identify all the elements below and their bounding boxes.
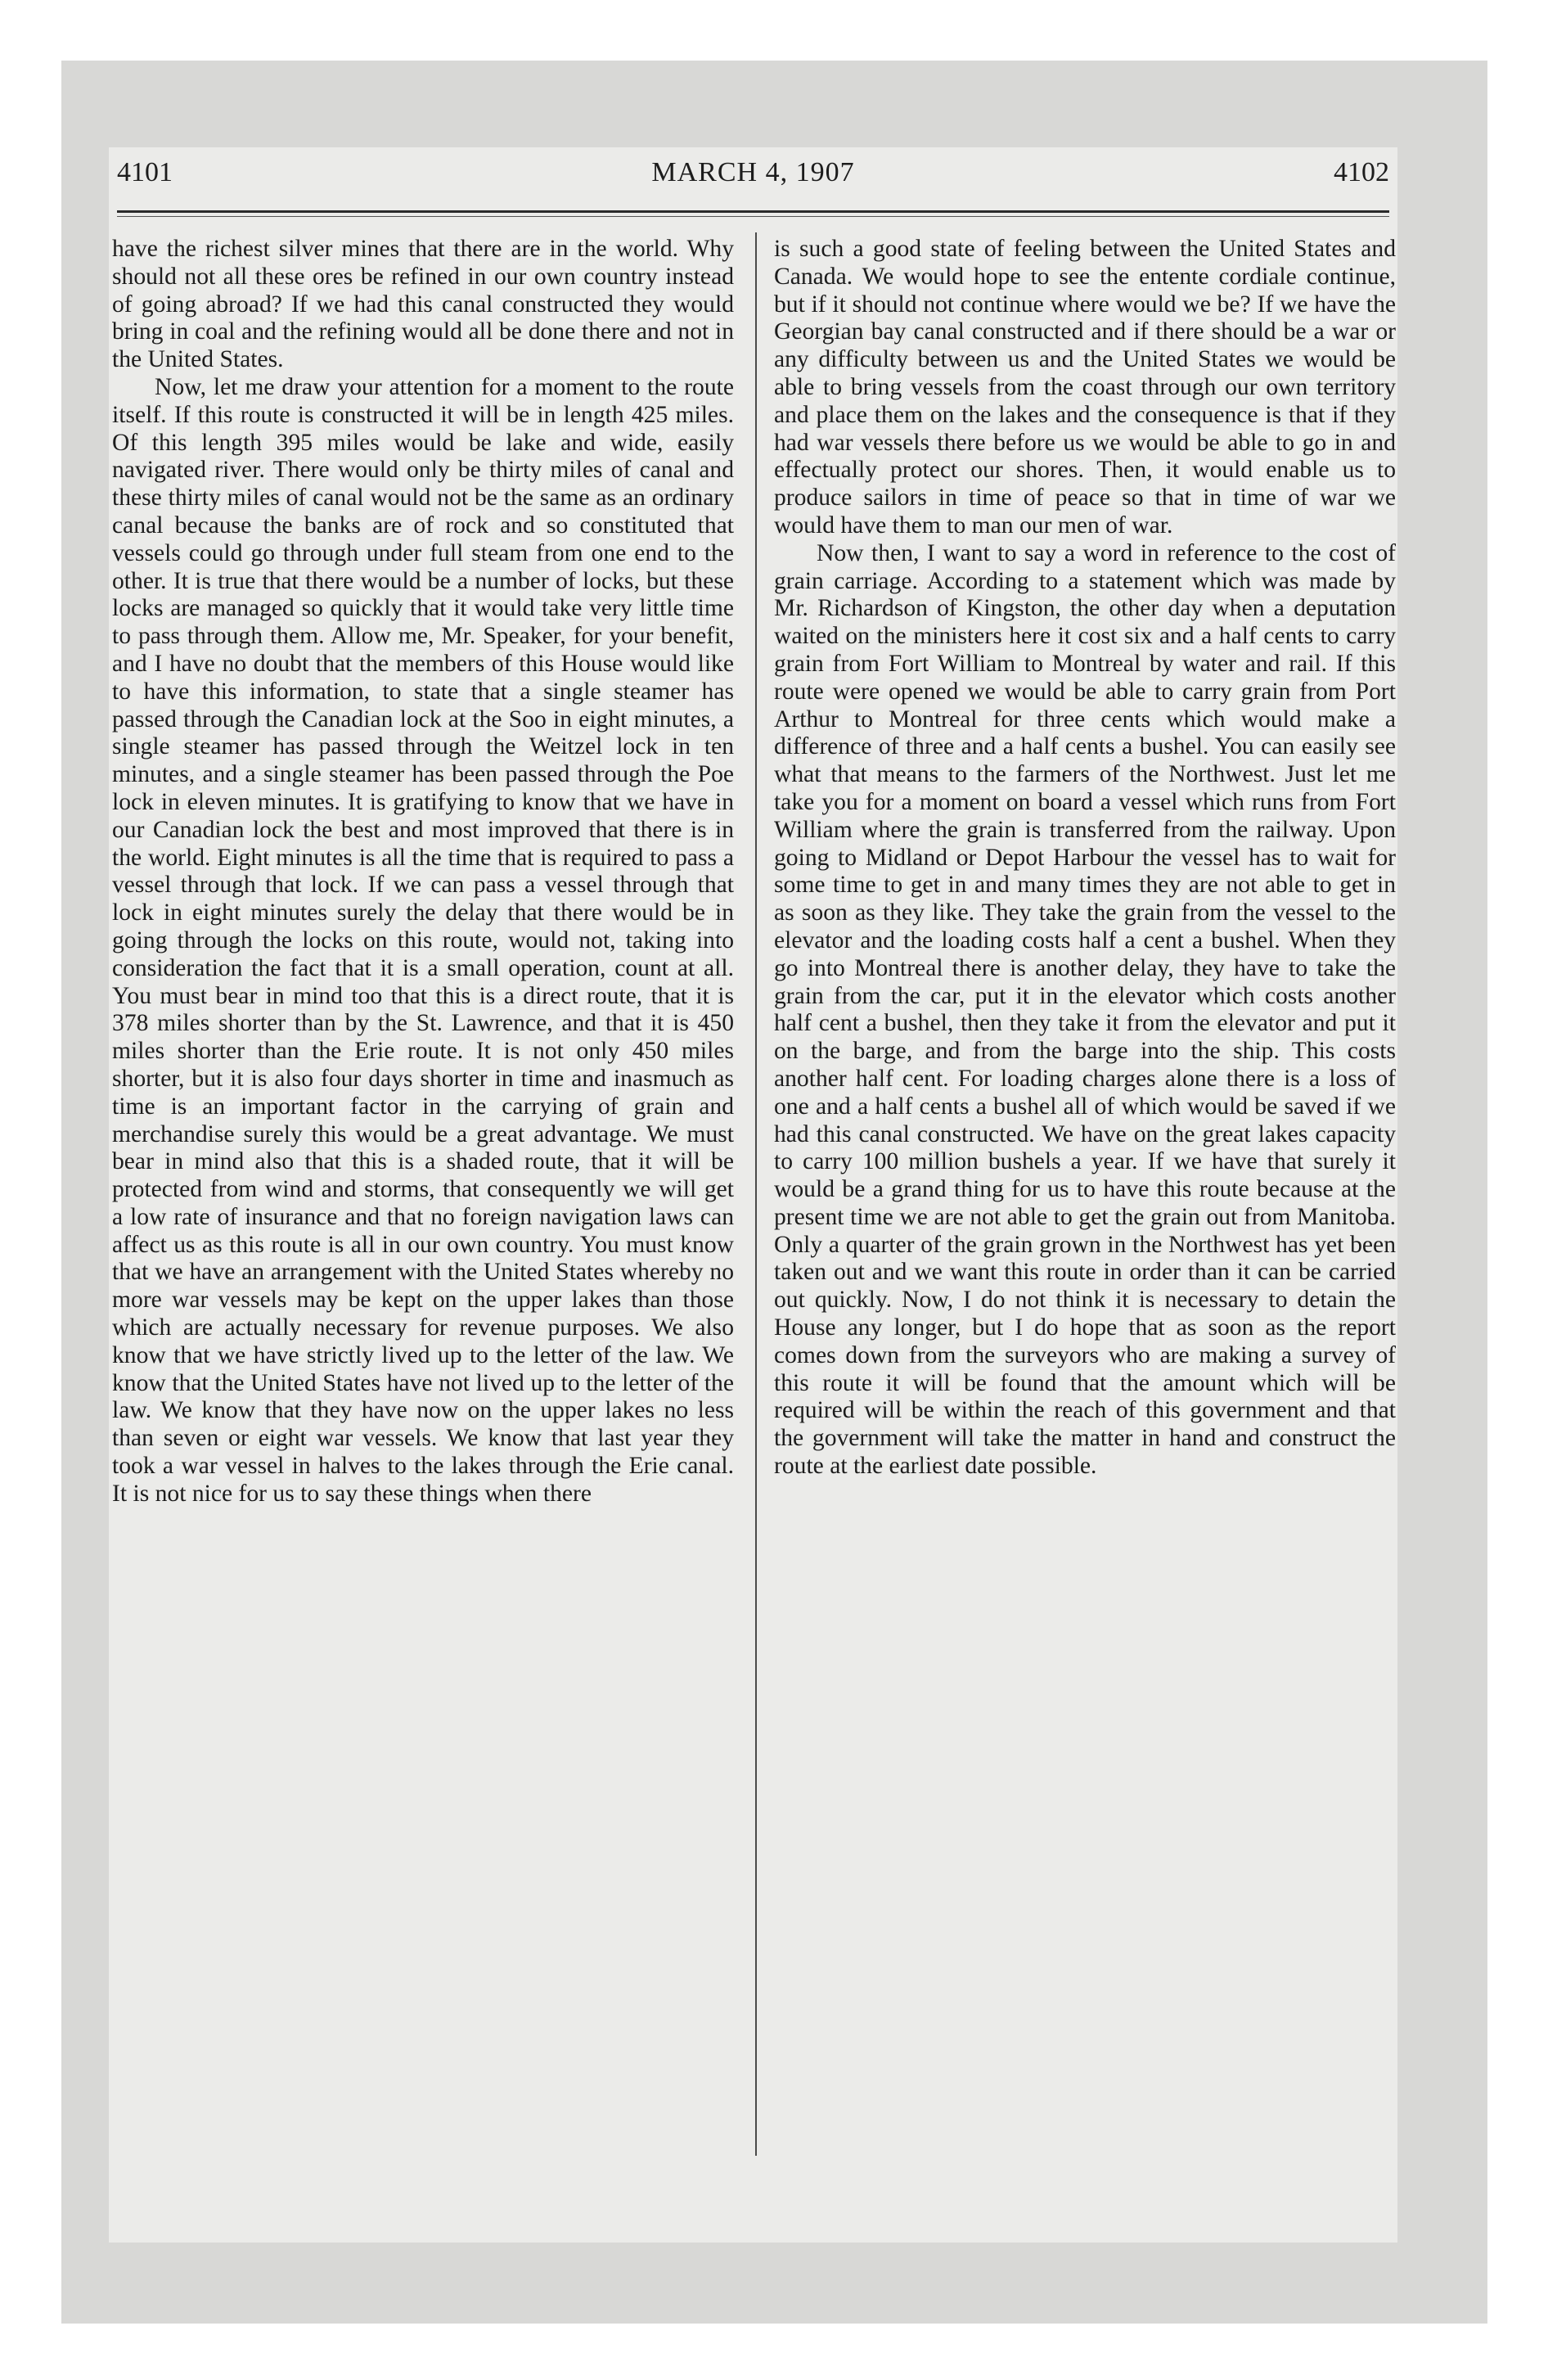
header-rule-thin — [117, 216, 1389, 217]
header-date: MARCH 4, 1907 — [651, 157, 855, 187]
scanned-page-background — [61, 61, 1487, 2324]
header-rule — [117, 210, 1389, 213]
left-paragraph-1: have the richest silver mines that there are in the world. Why should not all these ores be refined in our own country instead of going abroad? If we had this canal constructed they would bring in coal and the refining would all be done there and not in the United States. — [112, 236, 734, 373]
right-page-number: 4102 — [1334, 157, 1389, 187]
right-column — [774, 236, 1396, 1481]
column-divider — [755, 232, 757, 2156]
right-paragraph-2: Now then, I want to say a word in reference to the cost of grain carriage. According to a statement which was made by Mr. Richardson of Kingston, the other day when a deputation waited on the ministers here it cost six and a half cents to carry grain from Fort William to Montreal by water and rail. If this route were opened we would be able to carry grain from Port Arthur to Montreal for three cents which would make a difference of three and a half cents a bushel. You can easily see what that means to the farmers of the Northwest. Just let me take you for a moment on board a vessel which runs from Fort William where the grain is transferred from the railway. Upon going to Midland or Depot Harbour the vessel has to wait for some time to get in and many times they are not able to get in as soon as they like. They take the grain from the vessel to the elevator and the loading costs half a cent a bushel. When they go into Montreal there is another delay, they have to take the grain from the car, put it in the elevator which costs another half cent a bushel, then they take it from the elevator and put it on the barge, and from the barge into the ship. This costs another half cent. For loading charges alone there is a loss of one and a half cents a bushel all of which would be saved if we had this canal constructed. We have on the great lakes capacity to carry 100 million bushels a year. If we have that surely it would be a grand thing for us to have this route because at the present time we are not able to get the grain out from Manitoba. Only a quarter of the grain grown in the Northwest has yet been taken out and we want this route in order than it can be carried out quickly. Now, I do not think it is necessary to detain the House any longer, but I do hope that as soon as the report comes down from the surveyors who are making a survey of this route it will be found that the amount which will be required will be within the reach of this government and that the government will take the matter in hand and construct the route at the earliest date possible. — [774, 539, 1396, 1480]
left-page-number: 4101 — [117, 157, 173, 187]
left-column — [112, 236, 734, 1508]
right-paragraph-1: is such a good state of feeling between the United States and Canada. We would hope to see the entente cordiale continue, but if it should not continue where would we be? If we have the Georgian bay canal constructed and if there should be a war or any difficulty between us and the United States we would be able to bring vessels from the coast through our own territory and place them on the lakes and the consequence is that if they had war vessels there before us we would be able to go in and effectually protect our shores. Then, it would enable us to produce sailors in time of peace so that in time of war we would have them to man our men of war. — [774, 236, 1396, 539]
hansard-page — [109, 147, 1397, 2243]
left-paragraph-2: Now, let me draw your attention for a moment to the route itself. If this route is constructed it will be in length 425 miles. Of this length 395 miles would be lake and wide, easily navigated river. There would only be thirty miles of canal and these thirty miles of canal would not be the same as an ordinary canal because the banks are of rock and so constituted that vessels could go through under full steam from one end to the other. It is true that there would be a number of locks, but these locks are managed so quickly that it would take very little time to pass through them. Allow me, Mr. Speaker, for your benefit, and I have no doubt that the members of this House would like to have this information, to state that a single steamer has passed through the Canadian lock at the Soo in eight minutes, a single steamer has passed through the Weitzel lock in ten minutes, and a single steamer has been passed through the Poe lock in eleven minutes. It is gratifying to know that we have in our Canadian lock the best and most improved that there is in the world. Eight minutes is all the time that is required to pass a vessel through that lock. If we can pass a vessel through that lock in eight minutes surely the delay that there would be in going through the locks on this route, would not, taking into consideration the fact that it is a small operation, count at all. You must bear in mind too that this is a direct route, that it is 378 miles shorter than by the St. Lawrence, and that it is 450 miles shorter than the Erie route. It is not only 450 miles shorter, but it is also four days shorter in time and inasmuch as time is an important factor in the carrying of grain and merchandise surely this would be a great advantage. We must bear in mind also that this is a shaded route, that it will be protected from wind and storms, that consequently we will get a low rate of insurance and that no foreign navigation laws can affect us as this route is all in our own country. You must know that we have an arrangement with the United States whereby no more war vessels may be kept on the upper lakes than those which are actually necessary for revenue purposes. We also know that we have strictly lived up to the letter of the law. We know that the United States have not lived up to the letter of the law. We know that they have now on the upper lakes no less than seven or eight war vessels. We know that last year they took a war vessel in halves to the lakes through the Erie canal. It is not nice for us to say these things when there — [112, 373, 734, 1507]
page-header — [109, 147, 1397, 200]
